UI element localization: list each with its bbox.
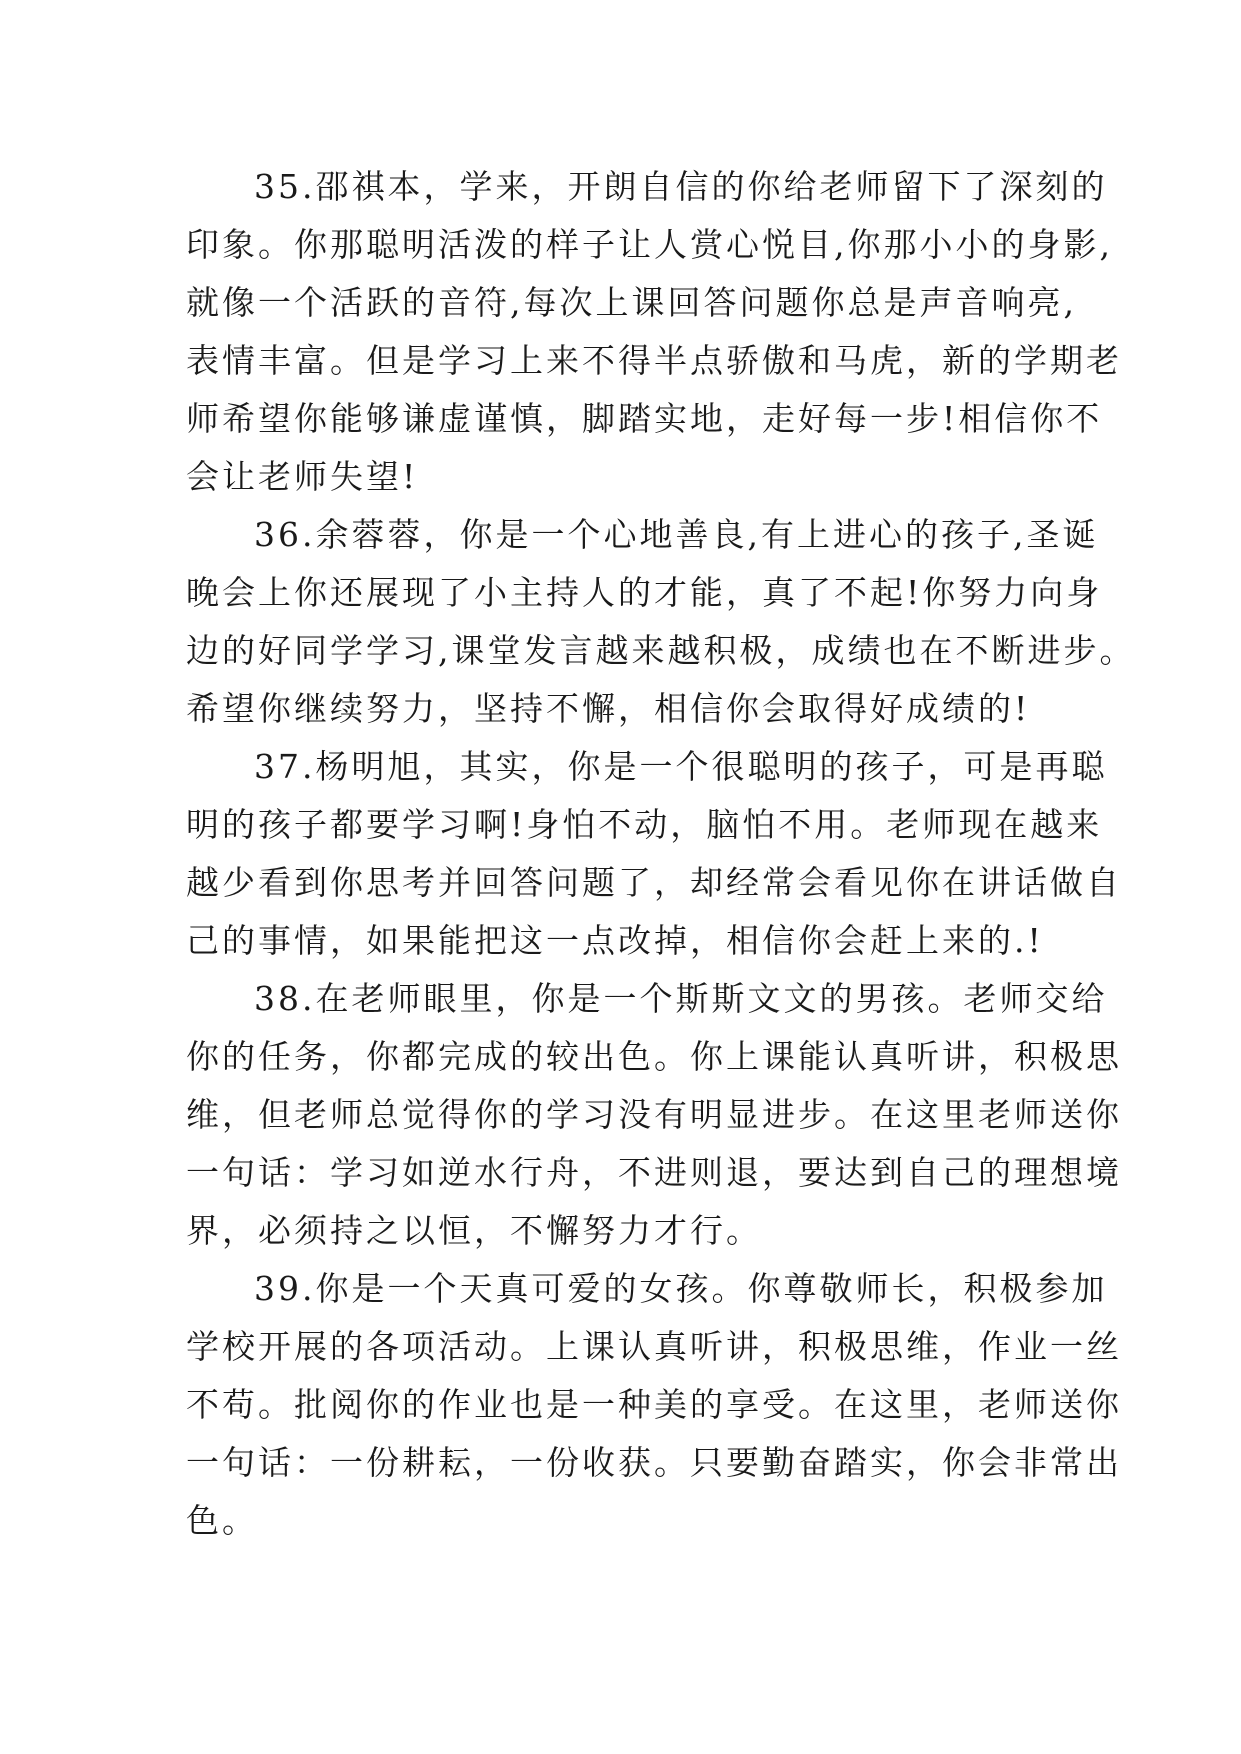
paragraph-35 bbox=[186, 158, 1122, 506]
text-line: 印象。你那聪明活泼的样子让人赏心悦目,你那小小的身影, bbox=[186, 225, 1113, 264]
text-line: 越少看到你思考并回答问题了，却经常会看见你在讲话做自 bbox=[186, 863, 1122, 902]
text-line: 色。 bbox=[186, 1501, 258, 1540]
text-line: 维，但老师总觉得你的学习没有明显进步。在这里老师送你 bbox=[186, 1095, 1122, 1134]
text-line: 边的好同学学习,课堂发言越来越积极，成绩也在不断进步。 bbox=[186, 631, 1136, 670]
text-line: 39.你是一个天真可爱的女孩。你尊敬师长，积极参加 bbox=[254, 1269, 1108, 1308]
paragraph-39 bbox=[186, 1260, 1122, 1550]
text-line: 表情丰富。但是学习上来不得半点骄傲和马虎，新的学期老 bbox=[186, 341, 1122, 380]
text-line: 师希望你能够谦虚谨慎，脚踏实地，走好每一步!相信你不 bbox=[186, 399, 1103, 438]
text-line: 一句话：一份耕耘，一份收获。只要勤奋踏实，你会非常出 bbox=[186, 1443, 1122, 1482]
text-line: 37.杨明旭，其实，你是一个很聪明的孩子，可是再聪 bbox=[254, 747, 1108, 786]
text-line: 晚会上你还展现了小主持人的才能，真了不起!你努力向身 bbox=[186, 573, 1103, 612]
text-line: 你的任务，你都完成的较出色。你上课能认真听讲，积极思 bbox=[186, 1037, 1122, 1076]
text-line: 38.在老师眼里，你是一个斯斯文文的男孩。老师交给 bbox=[254, 979, 1108, 1018]
paragraph-36 bbox=[186, 506, 1136, 738]
paragraph-37 bbox=[186, 738, 1122, 970]
text-line: 不苟。批阅你的作业也是一种美的享受。在这里，老师送你 bbox=[186, 1385, 1122, 1424]
document-body bbox=[186, 158, 1136, 1550]
text-line: 希望你继续努力，坚持不懈，相信你会取得好成绩的! bbox=[186, 689, 1031, 728]
text-line: 会让老师失望! bbox=[186, 457, 419, 496]
text-line: 就像一个活跃的音符,每次上课回答问题你总是声音响亮, bbox=[186, 283, 1077, 322]
text-line: 35.邵祺本，学来，开朗自信的你给老师留下了深刻的 bbox=[254, 167, 1108, 206]
text-line: 明的孩子都要学习啊!身怕不动，脑怕不用。老师现在越来 bbox=[186, 805, 1103, 844]
text-line: 学校开展的各项活动。上课认真听讲，积极思维，作业一丝 bbox=[186, 1327, 1122, 1366]
text-line: 36.余蓉蓉，你是一个心地善良,有上进心的孩子,圣诞 bbox=[254, 515, 1099, 554]
text-line: 一句话：学习如逆水行舟，不进则退，要达到自己的理想境 bbox=[186, 1153, 1122, 1192]
text-line: 界，必须持之以恒，不懈努力才行。 bbox=[186, 1211, 762, 1250]
paragraph-38 bbox=[186, 970, 1122, 1260]
text-line: 己的事情，如果能把这一点改掉，相信你会赶上来的.! bbox=[186, 921, 1044, 960]
